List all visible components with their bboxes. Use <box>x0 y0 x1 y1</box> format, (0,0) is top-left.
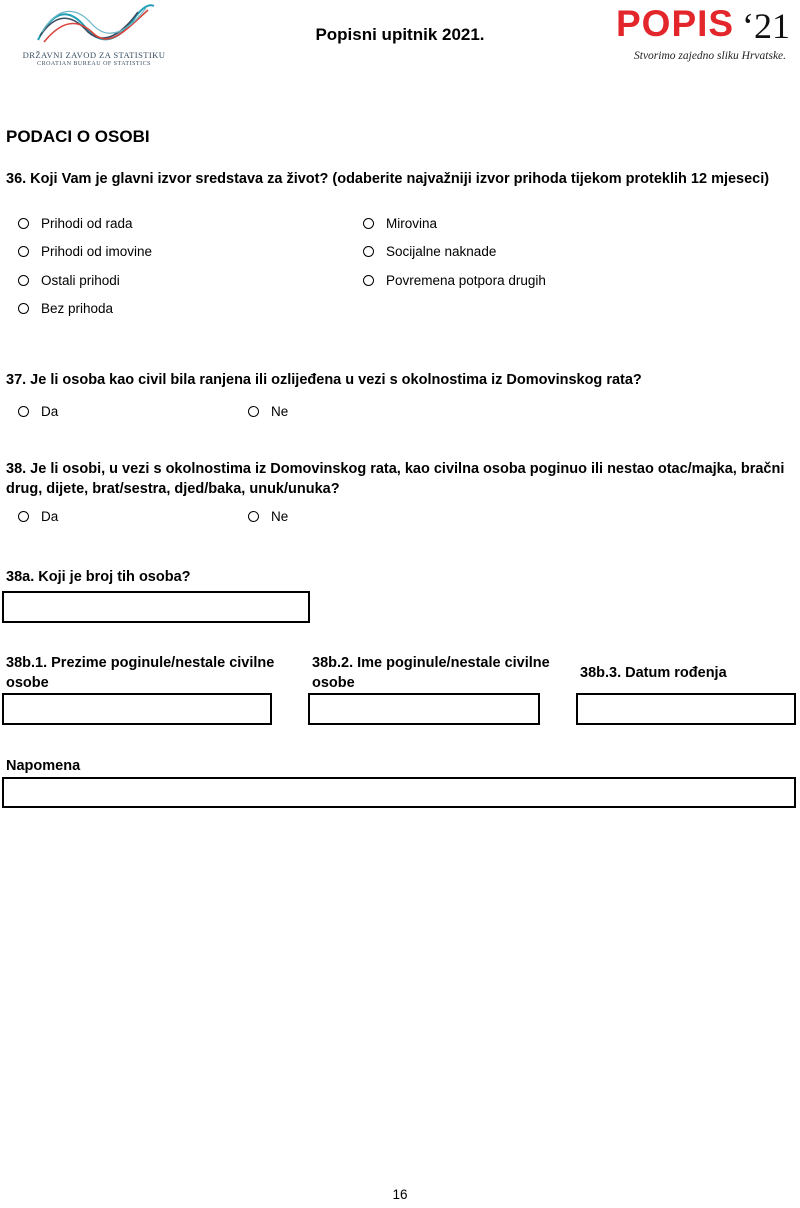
radio-icon[interactable] <box>18 218 29 229</box>
dzs-logo <box>18 2 170 70</box>
radio-icon[interactable] <box>363 246 374 257</box>
q38b1-label: 38b.1. Prezime poginule/nestale civilne osobe <box>6 655 275 691</box>
note-input[interactable] <box>2 777 796 808</box>
section-title: PODACI O OSOBI <box>6 127 150 146</box>
q37-option-yes[interactable] <box>18 403 58 421</box>
dzs-name: DRŽAVNI ZAVOD ZA STATISTIKU <box>22 50 166 60</box>
popis-logo <box>614 4 798 68</box>
radio-icon[interactable] <box>18 511 29 522</box>
q36-option-work-income[interactable] <box>18 215 133 233</box>
q38b3-birthdate-input[interactable] <box>576 693 796 725</box>
dzs-name-en: CROATIAN BUREAU OF STATISTICS <box>37 61 151 67</box>
q38b2-label: 38b.2. Ime poginule/nestale civilne osobe <box>312 655 550 691</box>
q36-option-pension[interactable] <box>363 215 437 233</box>
question-37: 37. Je li osoba kao civil bila ranjena ili ozlijeđena u vezi s okolnostima iz Domovinskog rata? <box>6 372 642 388</box>
document-title: Popisni upitnik 2021. <box>315 25 485 44</box>
radio-icon[interactable] <box>363 218 374 229</box>
q38b1-surname-input[interactable] <box>2 693 272 725</box>
option-label: Da <box>41 509 59 524</box>
q36-option-no-income[interactable] <box>18 300 113 318</box>
popis-tagline: Stvorimo zajedno sliku Hrvatske. <box>634 50 787 62</box>
q38b2-name-input[interactable] <box>308 693 540 725</box>
option-label: Socijalne naknade <box>386 244 497 259</box>
q38b3-label: 38b.3. Datum rođenja <box>580 665 727 681</box>
radio-icon[interactable] <box>18 303 29 314</box>
q36-option-social-benefits[interactable] <box>363 243 496 261</box>
q38a-label: 38a. Koji je broj tih osoba? <box>6 569 191 585</box>
q36-option-other-income[interactable] <box>18 272 120 290</box>
q37-option-no[interactable] <box>248 403 288 421</box>
page-number: 16 <box>392 1187 408 1202</box>
option-label: Mirovina <box>386 216 438 231</box>
q36-option-property-income[interactable] <box>18 243 152 261</box>
radio-icon[interactable] <box>18 246 29 257</box>
dzs-wave-icon <box>36 2 156 48</box>
option-label: Prihodi od rada <box>41 216 133 231</box>
option-label: Ne <box>271 509 289 524</box>
option-label: Bez prihoda <box>41 301 114 316</box>
question-38: 38. Je li osobi, u vezi s okolnostima iz Domovinskog rata, kao civilna osoba poginuo ili nestao otac/majka, bračni drug, dijete, brat/sestra, djed/baka, unuk/unuka? <box>6 461 785 497</box>
option-label: Povremena potpora drugih <box>386 273 546 288</box>
option-label: Da <box>41 404 59 419</box>
q38-option-no[interactable] <box>248 508 288 526</box>
popis-year: ‘21 <box>742 6 790 46</box>
q38a-count-input[interactable] <box>2 591 310 623</box>
option-label: Ostali prihodi <box>41 273 120 288</box>
radio-icon[interactable] <box>363 275 374 286</box>
radio-icon[interactable] <box>248 511 259 522</box>
q36-option-occasional-support[interactable] <box>363 272 546 290</box>
note-label: Napomena <box>6 758 81 774</box>
radio-icon[interactable] <box>248 406 259 417</box>
radio-icon[interactable] <box>18 275 29 286</box>
popis-wordmark: POPIS <box>616 3 735 44</box>
option-label: Prihodi od imovine <box>41 244 153 259</box>
q38-option-yes[interactable] <box>18 508 58 526</box>
option-label: Ne <box>271 404 289 419</box>
question-36: 36. Koji Vam je glavni izvor sredstava za život? (odaberite najvažniji izvor prihoda tijekom proteklih 12 mjeseci) <box>6 171 770 187</box>
radio-icon[interactable] <box>18 406 29 417</box>
